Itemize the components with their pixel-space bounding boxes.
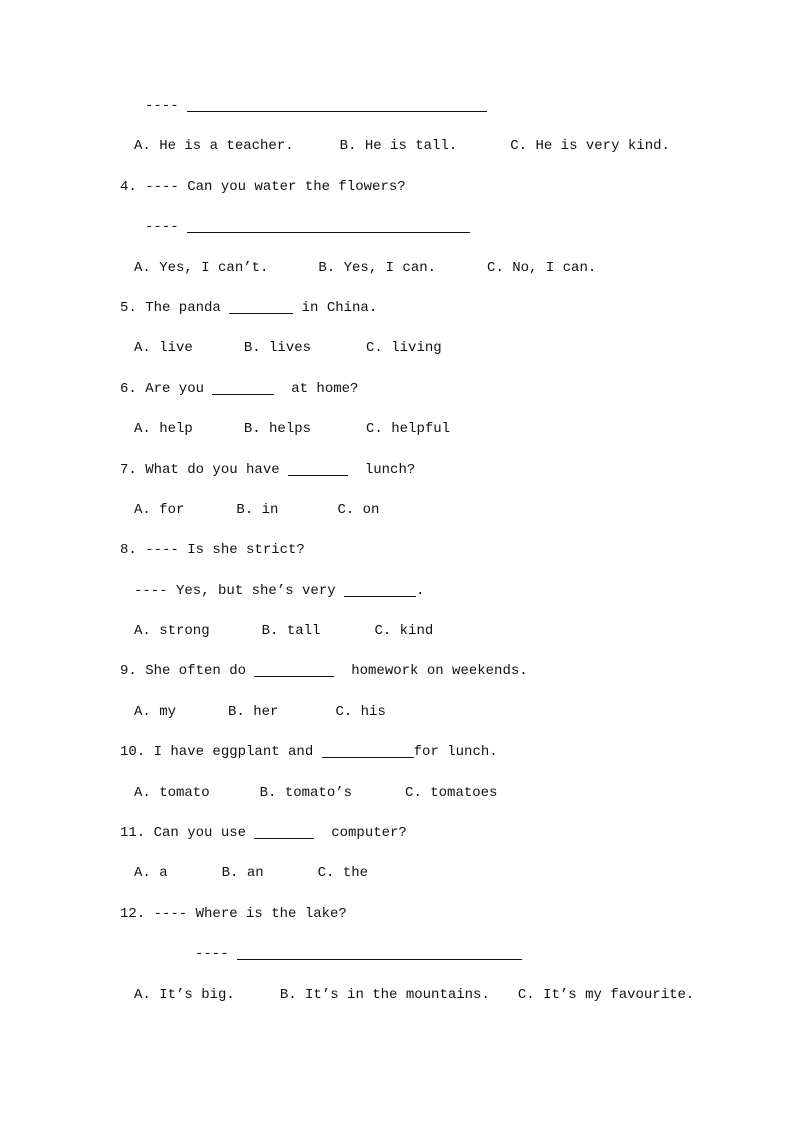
q12-reply-dashes-answer-blank xyxy=(237,959,522,960)
q12-reply-dashes-text-0: ---- xyxy=(195,946,238,963)
q8-reply-text-0: ---- Yes, but she’s very xyxy=(134,582,345,599)
q9-prompt-text-0: 9. She often do xyxy=(120,663,255,680)
q5-options-text-1: B. lives xyxy=(243,340,312,357)
q5-prompt xyxy=(0,288,793,328)
q9-options-text-1: B. her xyxy=(228,703,279,720)
q8-prompt-text-0: 8. ---- Is she strict? xyxy=(120,542,305,559)
q12-options-text-2: C. It’s my favourite. xyxy=(517,986,695,1003)
q7-prompt-text-2: lunch? xyxy=(348,461,416,478)
q3-options-text-0: A. He is a teacher. xyxy=(134,138,294,155)
q7-options-text-2: C. on xyxy=(337,501,380,518)
q8-options-text-0: A. strong xyxy=(134,623,210,640)
q10-options-text-0: A. tomato xyxy=(134,784,210,801)
q8-reply-text-2: . xyxy=(416,582,425,599)
q12-reply-dashes xyxy=(0,934,793,974)
q9-prompt-answer-blank xyxy=(254,676,334,677)
q11-options-text-1: B. an xyxy=(221,865,264,882)
q9-prompt-text-2: homework on weekends. xyxy=(334,663,528,680)
q9-options xyxy=(0,692,793,732)
q7-prompt-text-0: 7. What do you have xyxy=(120,461,289,478)
q10-options xyxy=(0,773,793,813)
q8-options-text-2: C. kind xyxy=(374,623,434,640)
q3-options-text-2: C. He is very kind. xyxy=(510,138,670,155)
q11-prompt xyxy=(0,813,793,853)
q12-prompt-text-0: 12. ---- Where is the lake? xyxy=(120,905,347,922)
q9-prompt xyxy=(0,651,793,691)
q4-prompt xyxy=(0,167,793,207)
q5-prompt-answer-blank xyxy=(229,313,293,314)
q8-reply-answer-blank xyxy=(344,596,416,597)
q5-options-text-2: C. living xyxy=(366,340,442,357)
q9-options-text-0: A. my xyxy=(134,703,177,720)
q12-options xyxy=(0,975,793,1015)
q11-prompt-answer-blank xyxy=(254,838,314,839)
q4-reply-dashes-text-0: ---- xyxy=(145,219,188,236)
q7-prompt xyxy=(0,450,793,490)
q11-prompt-text-2: computer? xyxy=(314,825,407,842)
q11-options-text-0: A. a xyxy=(134,865,168,882)
q8-reply xyxy=(0,571,793,611)
q11-prompt-text-0: 11. Can you use xyxy=(120,825,255,842)
q10-prompt-answer-blank xyxy=(322,757,414,758)
q6-options-text-0: A. help xyxy=(134,421,193,438)
q8-options xyxy=(0,611,793,651)
q7-prompt-answer-blank xyxy=(288,475,348,476)
q9-options-text-2: C. his xyxy=(335,703,386,720)
q12-options-text-1: B. It’s in the mountains. xyxy=(279,986,490,1003)
q3-reply-dashes-answer-blank xyxy=(187,111,487,112)
q4-options-text-0: A. Yes, I can’t. xyxy=(134,259,269,276)
q5-options-text-0: A. live xyxy=(134,340,193,357)
q6-options xyxy=(0,409,793,449)
q11-options xyxy=(0,853,793,893)
q4-reply-dashes xyxy=(0,207,793,247)
q7-options-text-0: A. for xyxy=(134,501,185,518)
q3-options-text-1: B. He is tall. xyxy=(339,138,458,155)
q4-prompt-text-0: 4. ---- Can you water the flowers? xyxy=(120,178,406,195)
q6-options-text-2: C. helpful xyxy=(366,421,451,438)
q4-options-text-1: B. Yes, I can. xyxy=(318,259,437,276)
q6-prompt xyxy=(0,369,793,409)
q11-options-text-2: C. the xyxy=(317,865,369,882)
q5-prompt-text-2: in China. xyxy=(293,299,378,316)
q7-options xyxy=(0,490,793,530)
q10-options-text-2: C. tomatoes xyxy=(405,784,498,801)
q3-reply-dashes-text-0: ---- xyxy=(145,98,188,114)
q10-prompt-text-0: 10. I have eggplant and xyxy=(120,744,322,761)
q6-prompt-answer-blank xyxy=(212,394,274,395)
q7-options-text-1: B. in xyxy=(236,501,279,518)
q10-options-text-1: B. tomato’s xyxy=(259,784,353,801)
q5-options xyxy=(0,328,793,368)
q6-options-text-1: B. helps xyxy=(243,421,312,438)
q12-prompt xyxy=(0,894,793,934)
q4-options xyxy=(0,248,793,288)
q4-options-text-2: C. No, I can. xyxy=(487,259,597,276)
q8-options-text-1: B. tall xyxy=(261,623,321,640)
q6-prompt-text-0: 6. Are you xyxy=(120,380,213,397)
q8-prompt xyxy=(0,530,793,570)
q5-prompt-text-0: 5. The panda xyxy=(120,299,230,316)
q6-prompt-text-2: at home? xyxy=(274,380,359,397)
q3-reply-dashes xyxy=(0,86,793,126)
q10-prompt-text-2: for lunch. xyxy=(413,744,498,761)
q3-options xyxy=(0,126,793,166)
q10-prompt xyxy=(0,732,793,772)
q12-options-text-0: A. It’s big. xyxy=(134,986,235,1003)
q4-reply-dashes-answer-blank xyxy=(187,232,470,233)
